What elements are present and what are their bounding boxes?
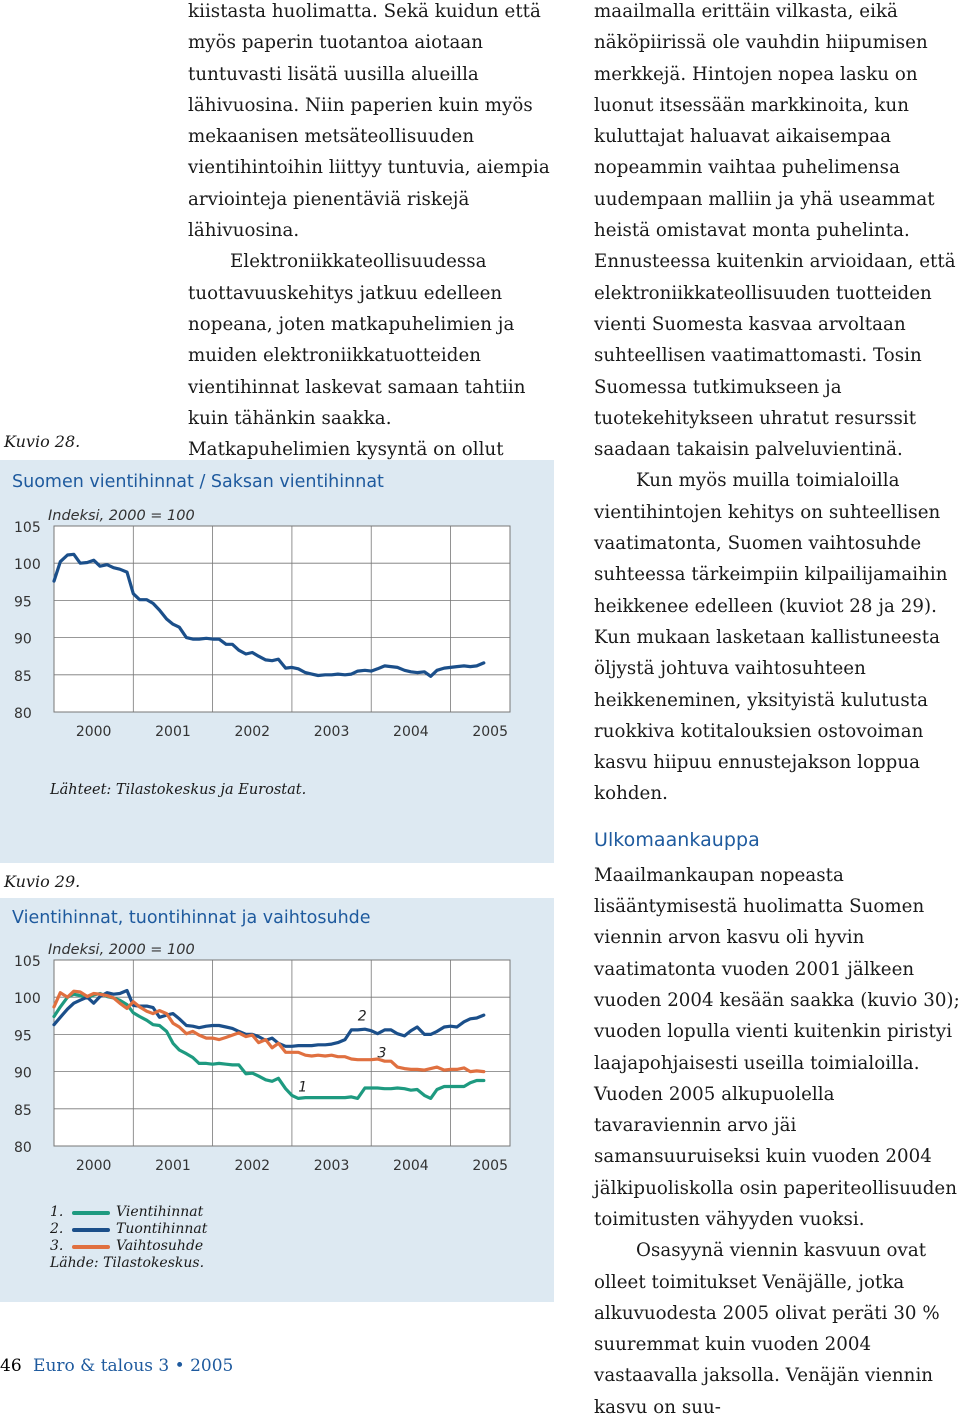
chart-source: Lähde: Tilastokeskus. bbox=[50, 1255, 205, 1271]
y-tick-label: 95 bbox=[14, 594, 32, 611]
paragraph: Elektroniikkateollisuudessa tuottavuuskehitys jatkuu edelleen nopeana, joten matkapuhelimien ja muiden elektroniikkatuotteiden vientihinnat laskevat samaan tahtiin kuin tähänkin saakka. Matkapuhelimien kysyntä on ollut bbox=[188, 251, 526, 461]
y-tick-label: 80 bbox=[14, 706, 32, 722]
paragraph: kiistasta huolimatta. Sekä kuidun että myös paperin tuotantoa aiotaan tuntuvasti lisätä uusilla alueilla lähivuosina. Niin paperien kuin myös mekaanisen metsäteollisuuden vientihintoihin liittyy tuntuvia, aiempia arviointeja pienentäviä riskejä lähivuosina. bbox=[188, 1, 550, 242]
y-axis-label: Indeksi, 2000 = 100 bbox=[48, 508, 195, 524]
x-tick-label: 2003 bbox=[313, 1158, 350, 1174]
x-tick-label: 2000 bbox=[75, 724, 112, 740]
y-tick-label: 100 bbox=[14, 557, 41, 574]
plot-area bbox=[54, 960, 510, 1146]
series-annotation: 3 bbox=[377, 1045, 387, 1062]
x-tick-label: 2004 bbox=[393, 724, 429, 740]
y-tick-label: 105 bbox=[14, 954, 41, 970]
legend-item: 2. Tuontihinnat bbox=[50, 1221, 208, 1237]
x-tick-label: 2000 bbox=[75, 1158, 112, 1174]
chart-panel-29 bbox=[0, 898, 554, 1302]
legend-swatch bbox=[72, 1228, 110, 1232]
chart-28 bbox=[0, 500, 554, 800]
y-tick-label: 90 bbox=[14, 631, 32, 648]
page-footer bbox=[0, 1356, 233, 1376]
series-annotation: 2 bbox=[357, 1008, 367, 1025]
figure-number: Kuvio 28. bbox=[4, 432, 81, 451]
x-tick-label: 2002 bbox=[234, 724, 271, 740]
y-tick-label: 85 bbox=[14, 668, 32, 685]
chart-title: Vientihinnat, tuontihinnat ja vaihtosuhde bbox=[12, 908, 371, 928]
y-tick-label: 80 bbox=[14, 1140, 32, 1156]
chart-legend bbox=[50, 1204, 207, 1272]
publication-name: Euro & talous 3 • 2005 bbox=[33, 1356, 234, 1376]
section-heading: Ulkomaankauppa bbox=[594, 828, 760, 851]
figure-number: Kuvio 29. bbox=[4, 872, 81, 891]
chart-source: Lähteet: Tilastokeskus ja Eurostat. bbox=[50, 782, 307, 798]
x-tick-label: 2001 bbox=[155, 724, 191, 740]
page-number: 46 bbox=[0, 1356, 22, 1376]
middle-text-column bbox=[188, 0, 554, 465]
legend-item: 1. Vientihinnat bbox=[50, 1204, 204, 1220]
y-tick-label: 100 bbox=[14, 991, 41, 1008]
x-tick-label: 2005 bbox=[472, 1158, 508, 1174]
legend-item: 3. Vaihtosuhde bbox=[50, 1238, 204, 1254]
y-tick-label: 95 bbox=[14, 1028, 32, 1045]
legend-swatch bbox=[72, 1245, 110, 1249]
paragraph: Kun myös muilla toimialoilla vientihintojen kehitys on suhteellisen vaatimatonta, Suomen vaihtosuhde suhteessa tärkeimpiin kilpailijamaihin heikkenee edelleen (kuviot 28 ja 29). Kun mukaan lasketaan kallistuneesta öljystä johtuva vaihtosuhteen heikkeneminen, yksityistä kulutusta ruokkiva kotitalouksien ostovoiman kasvu hiipuu ennustejakson loppua kohden. bbox=[594, 470, 948, 805]
y-tick-label: 85 bbox=[14, 1102, 32, 1119]
paragraph: Maailmankaupan nopeasta lisääntymisestä huolimatta Suomen viennin arvon kasvu oli hyvin vaatimatonta vuoden 2001 jälkeen vuoden 2004 kesään saakka (kuvio 30); vuoden lopulla vienti kuitenkin piristyi laajapohjaisesti useilla toimialoilla. Vuoden 2005 alkupuolella tavaraviennin arvo jäi samansuuruiseksi kuin vuoden 2004 jälkipuoliskolla osin paperiteollisuuden toimitusten vähyyden vuoksi. bbox=[594, 864, 960, 1230]
chart-title: Suomen vientihinnat / Saksan vientihinnat bbox=[12, 472, 384, 492]
chart-panel-28 bbox=[0, 460, 554, 863]
chart-29 bbox=[0, 934, 554, 1234]
right-text-column bbox=[594, 0, 960, 1423]
series-annotation: 1 bbox=[298, 1079, 308, 1096]
plot-area bbox=[54, 526, 510, 712]
y-tick-label: 105 bbox=[14, 520, 41, 536]
paragraph: Osasyynä viennin kasvuun ovat olleet toimitukset Venäjälle, jotka alkuvuodesta 2005 olivat peräti 30 % suuremmat kuin vuoden 2004 vastaavalla jaksolla. Venäjän viennin kasvu on suu- bbox=[594, 1240, 940, 1418]
x-tick-label: 2005 bbox=[472, 724, 508, 740]
x-tick-label: 2003 bbox=[313, 724, 350, 740]
x-tick-label: 2004 bbox=[393, 1158, 429, 1174]
legend-swatch bbox=[72, 1211, 110, 1215]
paragraph: maailmalla erittäin vilkasta, eikä näköpiirissä ole vauhdin hiipumisen merkkejä. Hintojen nopea lasku on luonut itsessään markkinoita, kun kuluttajat haluavat aikaisempaa nopeammin vaihtaa puhelimensa uudempaan malliin ja yhä useammat heistä omistavat monta puhelinta. Ennusteessa kuitenkin arvioidaan, että elektroniikkateollisuuden tuotteiden vienti Suomesta kasvaa arvoltaan suhteellisen vaatimattomasti. Tosin Suomessa tutkimukseen ja tuotekehitykseen uhratut resurssit saadaan takaisin palveluvientinä. bbox=[594, 1, 956, 461]
x-tick-label: 2002 bbox=[234, 1158, 271, 1174]
y-axis-label: Indeksi, 2000 = 100 bbox=[48, 942, 195, 958]
y-tick-label: 90 bbox=[14, 1065, 32, 1082]
x-tick-label: 2001 bbox=[155, 1158, 191, 1174]
